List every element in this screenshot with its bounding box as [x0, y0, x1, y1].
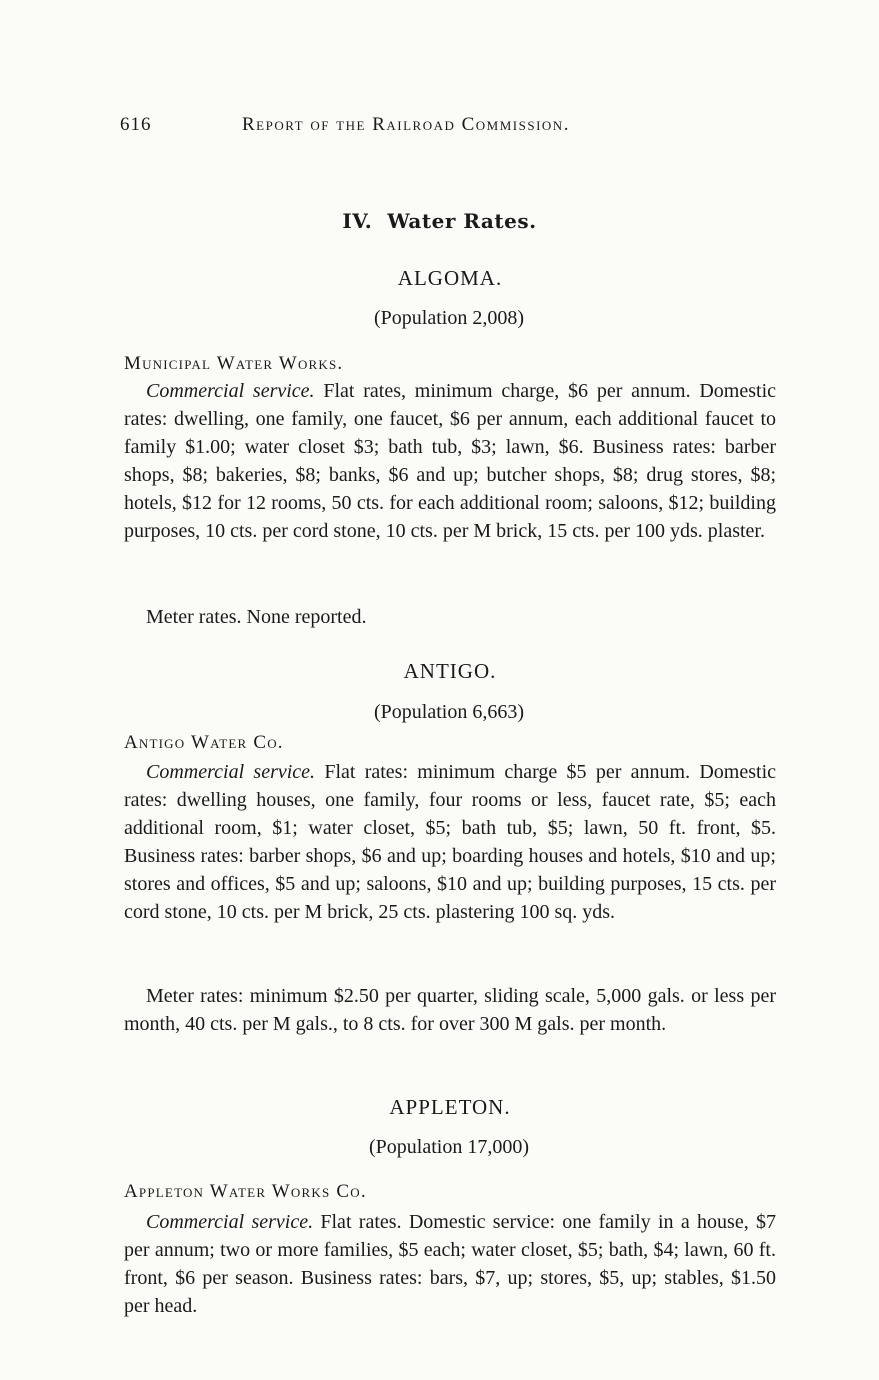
town-heading-appleton: APPLETON. [389, 1095, 511, 1119]
page-number: 616 [120, 114, 152, 135]
commercial-service-paragraph-appleton [124, 1208, 776, 1320]
town-heading-algoma: ALGOMA. [397, 266, 503, 290]
running-title: Report of the Railroad Commission. [242, 114, 570, 135]
commercial-service-text: Flat rates. Domestic service: one family in a house, $7 per annum; two or more families, $5 each; water closet, $5; bath, $4; lawn, 60 ft. front, $6 per season. Business rates: bars, $7, up; stores, $5, up; stables, $1.50 per head. [124, 1211, 777, 1317]
commercial-service-label: Commercial service. [146, 761, 316, 783]
commercial-service-label: Commercial service. [146, 380, 315, 402]
meter-rates-paragraph-algoma: Meter rates. None reported. [146, 606, 367, 628]
commercial-service-text: Flat rates, minimum charge, $6 per annum. Domestic rates: dwelling, one family, one faucet, $6 per annum, each additional faucet to family $1.00; water closet $3; bath tub, $3; lawn, $6. Business rates: barber shops, $8; bakeries, $8; banks, $6 and up; butcher shops, $8; drug stores, $8; hotels, $12 for 12 rooms, 50 cts. for each additional room; saloons, $12; building purposes, 10 cts. per cord stone, 10 cts. per M brick, 15 cts. per 100 yds. plaster. [124, 380, 776, 542]
section-title: IV. Water Rates. [342, 209, 537, 233]
meter-rates-paragraph-antigo: Meter rates: minimum $2.50 per quarter, sliding scale, 5,000 gals. or less per month, 40 cts. per M gals., to 8 cts. for over 300 M gals. per month. [124, 985, 776, 1035]
town-heading-antigo: ANTIGO. [403, 659, 497, 683]
commercial-service-paragraph-algoma [124, 377, 776, 545]
utility-name-antigo: Antigo Water Co. [124, 732, 284, 753]
population-antigo: (Population 6,663) [374, 701, 524, 723]
commercial-service-label: Commercial service. [146, 1211, 314, 1233]
population-appleton: (Population 17,000) [369, 1136, 529, 1158]
utility-name-appleton: Appleton Water Works Co. [124, 1181, 367, 1202]
commercial-service-text: Flat rates: minimum charge $5 per annum. Domestic rates: dwelling houses, one family, four rooms or less, faucet rate, $5; each additional room, $1; water closet, $5; bath tub, $5; lawn, 50 ft. front, $5. Business rates: barber shops, $6 and up; boarding houses and hotels, $10 and up; stores and offices, $5 and up; saloons, $10 and up; building purposes, 15 cts. per cord stone, 10 cts. per M brick, 25 cts. plastering 100 sq. yds. [124, 761, 776, 923]
commercial-service-paragraph-antigo [124, 758, 776, 926]
utility-name-algoma: Municipal Water Works. [124, 353, 344, 374]
page-header [120, 114, 780, 144]
population-algoma: (Population 2,008) [374, 307, 524, 329]
